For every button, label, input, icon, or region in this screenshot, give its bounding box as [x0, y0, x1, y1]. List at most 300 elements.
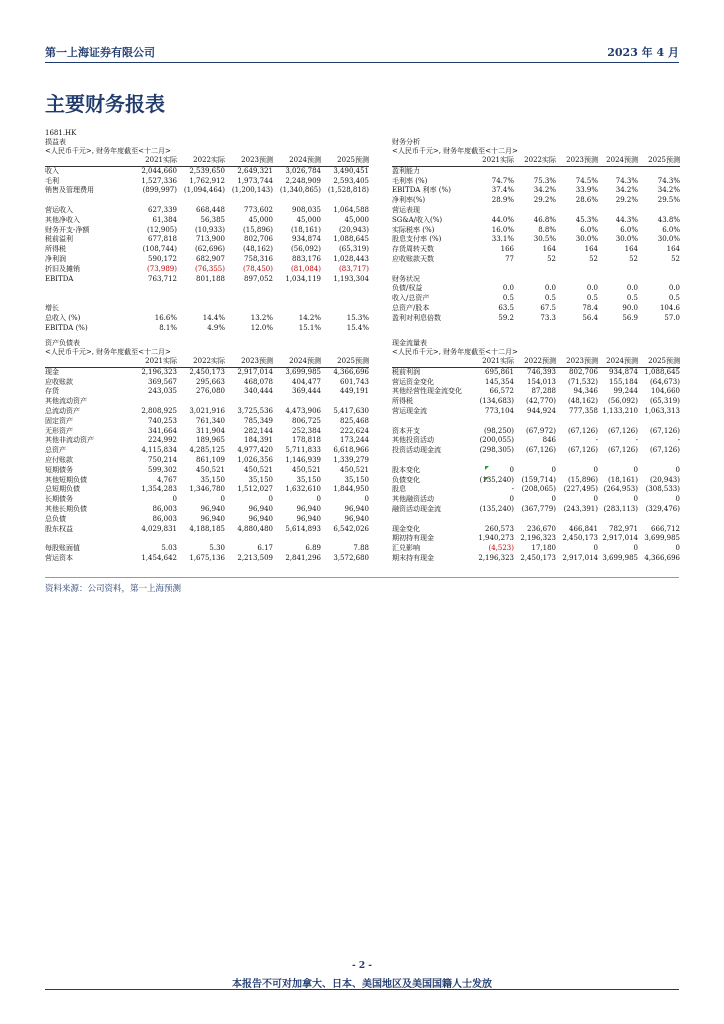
table-cell: 601,743 [340, 377, 369, 386]
table-cell: 466,841 [569, 524, 598, 533]
spacer-row [45, 284, 369, 294]
cash-flow-title: 现金流量表 [392, 339, 427, 347]
spacer-cell [392, 515, 680, 525]
table-cell: 8.1% [159, 323, 177, 332]
table-cell [472, 206, 514, 216]
table-cell: (899,997) [142, 186, 177, 195]
table-cell: 802,706 [569, 367, 598, 376]
table-cell: 590,172 [148, 254, 177, 263]
row-label: 财务状况 [392, 274, 420, 283]
table-cell: - [595, 436, 598, 445]
table-cell: 12.0% [250, 323, 273, 332]
table-row [392, 544, 680, 554]
column-header: 2022实际 [514, 156, 556, 166]
table-cell: 740,253 [148, 416, 177, 425]
table-row [45, 378, 369, 388]
table-header-row [45, 357, 369, 367]
table-cell [598, 206, 638, 216]
table-cell: 2,196,323 [520, 534, 556, 543]
table-cell: 0.0 [626, 284, 638, 293]
table-cell: (42,770) [526, 397, 556, 406]
table-cell: 52 [589, 254, 598, 263]
table-row [392, 367, 680, 377]
table-row [45, 255, 369, 265]
table-cell: 0.5 [586, 294, 598, 303]
table-cell: 5,711,833 [285, 446, 321, 455]
table-cell: 28.9% [491, 196, 514, 205]
cash-flow-section [392, 339, 680, 564]
table-cell: 1,844,950 [333, 485, 369, 494]
table-cell: 1,064,588 [333, 205, 369, 214]
table-row [392, 177, 680, 187]
table-row [45, 177, 369, 187]
table-cell: 666,712 [651, 524, 680, 533]
table-cell: 0.5 [502, 294, 514, 303]
table-cell: (283,113) [603, 504, 638, 513]
row-label: 其他投资活动 [392, 436, 434, 445]
table-cell: 2,450,173 [562, 534, 598, 543]
table-cell: 3,572,680 [333, 553, 369, 562]
table-row [45, 186, 369, 196]
table-cell: (73,989) [147, 264, 177, 273]
table-cell: 35,150 [296, 475, 321, 484]
table-cell [321, 397, 369, 407]
table-cell: 189,965 [196, 436, 225, 445]
table-cell: 0.5 [544, 294, 556, 303]
spacer-cell [392, 456, 680, 466]
table-cell: 6.89 [305, 544, 321, 553]
table-cell: 1,193,304 [333, 274, 369, 283]
table-cell: 763,712 [148, 274, 177, 283]
table-cell: 276,080 [196, 387, 225, 396]
column-header: 2021实际 [472, 156, 514, 166]
table-row [392, 206, 680, 216]
row-label: 汇兑影响 [392, 544, 420, 553]
table-cell: 14.2% [298, 313, 321, 322]
table-cell: 695,861 [485, 367, 514, 376]
table-cell: 164 [584, 245, 598, 254]
table-cell: 78.4 [582, 303, 598, 312]
header-spacer [45, 156, 129, 166]
table-cell: 29.2% [533, 196, 556, 205]
table-cell: 773,104 [485, 406, 514, 415]
column-header: 2022实际 [177, 156, 225, 166]
table-cell: 2,917,014 [562, 553, 598, 562]
header-divider [45, 62, 679, 63]
table-cell [638, 275, 680, 285]
table-row [45, 206, 369, 216]
table-cell: 750,214 [148, 455, 177, 464]
table-cell: 34.2% [533, 186, 556, 195]
row-label: 净利率(%) [392, 196, 426, 205]
table-row [392, 554, 680, 564]
column-header: 2023预测 [225, 357, 273, 367]
balance-sheet-title: 资产负债表 [45, 339, 80, 347]
table-cell: 222,624 [340, 426, 369, 435]
table-cell: 2,213,509 [237, 553, 273, 562]
table-cell: 7.88 [353, 544, 369, 553]
table-row [45, 505, 369, 515]
row-label: 净利润 [45, 254, 66, 263]
table-cell: 1,026,356 [237, 455, 273, 464]
table-row [45, 397, 369, 407]
table-cell: 1,973,744 [237, 176, 273, 185]
table-cell: 29.5% [657, 196, 680, 205]
row-label: 总负债 [45, 514, 66, 523]
table-cell: (200,055) [479, 436, 514, 445]
table-cell: 15.1% [298, 323, 321, 332]
table-cell: 61,384 [152, 215, 177, 224]
table-cell: (4,523) [488, 544, 514, 553]
column-header: 2024预测 [598, 156, 638, 166]
spacer-cell [392, 265, 680, 275]
table-cell: 404,477 [292, 377, 321, 386]
column-header: 2022预测 [514, 357, 556, 367]
table-cell [177, 397, 225, 407]
table-cell: 311,904 [196, 426, 225, 435]
table-row [45, 466, 369, 476]
table-cell: 0 [509, 495, 514, 504]
table-cell: 5.30 [209, 544, 225, 553]
table-cell [556, 166, 598, 176]
table-cell [129, 397, 177, 407]
spacer-cell [45, 196, 369, 206]
row-label: 总流动资产 [45, 406, 80, 415]
table-cell: 28.6% [575, 196, 598, 205]
table-cell: 282,144 [244, 426, 273, 435]
table-cell: 44.3% [615, 215, 638, 224]
table-row [392, 186, 680, 196]
row-label: 长期债务 [45, 495, 73, 504]
table-cell: 96,940 [296, 504, 321, 513]
table-cell: 66,572 [489, 387, 514, 396]
table-cell: 96,940 [200, 504, 225, 513]
column-header: 2024预测 [598, 357, 638, 367]
table-cell: 4,285,125 [189, 446, 225, 455]
table-cell: 449,191 [340, 387, 369, 396]
balance-sheet-table [45, 357, 369, 564]
row-label: EBITDA 利率 (%) [392, 186, 451, 195]
table-cell: 0 [593, 544, 598, 553]
table-cell: 30.5% [533, 235, 556, 244]
table-cell: 67.5 [540, 303, 556, 312]
table-cell: 3,699,985 [644, 534, 680, 543]
table-cell: 1,088,645 [644, 367, 680, 376]
financial-analysis-section [392, 138, 680, 324]
table-cell: 5,417,630 [333, 406, 369, 415]
table-row [45, 314, 369, 324]
disclaimer: 本报告不可对加拿大、日本、美国地区及美国国籍人士发放 [232, 979, 492, 990]
row-label: 其他流动资产 [45, 397, 87, 406]
row-label: 现金变化 [392, 524, 420, 533]
table-cell: 846 [542, 436, 556, 445]
row-label: 税前溢利 [45, 235, 73, 244]
source-note: 资料来源：公司资料，第一上海预测 [45, 584, 182, 594]
table-cell: (67,126) [608, 426, 638, 435]
table-cell: 37.4% [491, 186, 514, 195]
table-cell: 33.1% [491, 235, 514, 244]
table-cell: 908,035 [292, 205, 321, 214]
table-cell: 825,468 [340, 416, 369, 425]
table-cell: (135,240) [479, 475, 514, 484]
table-cell: 3,725,536 [237, 406, 273, 415]
column-header: 2025预测 [638, 156, 680, 166]
balance-sheet-section [45, 339, 369, 564]
table-cell: 758,316 [244, 254, 273, 263]
table-cell: 30.0% [657, 235, 680, 244]
row-label: 营运收入 [45, 205, 73, 214]
table-row [45, 304, 369, 314]
table-cell: (48,162) [243, 245, 273, 254]
table-cell: 74.7% [491, 176, 514, 185]
table-cell [514, 275, 556, 285]
table-cell: 63.5 [498, 303, 514, 312]
row-label: 总短期负债 [45, 485, 80, 494]
table-cell [472, 275, 514, 285]
table-cell: 17,180 [531, 544, 556, 553]
table-row [392, 446, 680, 456]
table-cell: 1,339,279 [333, 455, 369, 464]
table-cell: 0 [551, 465, 556, 474]
row-label: 营运资金变化 [392, 377, 434, 386]
table-row [45, 407, 369, 417]
table-cell: 155,184 [609, 377, 638, 386]
row-label: 固定资产 [45, 416, 73, 425]
table-cell: 96,940 [296, 514, 321, 523]
row-label: 股东权益 [45, 524, 73, 533]
spacer-row [392, 265, 680, 275]
table-cell: 1,527,336 [141, 176, 177, 185]
row-label: 总资产 [45, 446, 66, 455]
column-header: 2025预测 [638, 357, 680, 367]
table-header-row [392, 156, 680, 166]
table-row [45, 216, 369, 226]
table-cell: 2,450,173 [189, 367, 225, 376]
table-cell: 35,150 [248, 475, 273, 484]
table-header-row [45, 156, 369, 166]
table-cell: 0 [675, 544, 680, 553]
income-statement-unit: <人民币千元>, 财务年度截至<十二月> [45, 147, 171, 155]
table-cell: 5.03 [161, 544, 177, 553]
table-cell: 0 [364, 495, 369, 504]
table-cell: 4,366,696 [644, 553, 680, 562]
table-cell: 178,818 [292, 436, 321, 445]
table-cell: 883,176 [292, 254, 321, 263]
row-label: 财务开支-净额 [45, 225, 90, 234]
table-cell [638, 166, 680, 176]
table-cell: 1,146,939 [285, 455, 321, 464]
table-cell: 2,649,321 [237, 166, 273, 175]
table-cell: 52 [629, 254, 638, 263]
table-cell: 87,288 [531, 387, 556, 396]
table-cell: 33.9% [575, 186, 598, 195]
table-cell: 1,675,136 [189, 553, 225, 562]
column-header: 2024预测 [273, 357, 321, 367]
table-cell: (1,094,464) [183, 186, 225, 195]
table-cell: (108,744) [142, 245, 177, 254]
row-label: 负债/权益 [392, 284, 423, 293]
table-cell: 3,490,451 [333, 166, 369, 175]
spacer-row [392, 417, 680, 427]
table-row [45, 417, 369, 427]
table-row [392, 495, 680, 505]
table-cell: 2,248,909 [285, 176, 321, 185]
table-cell: 0 [633, 465, 638, 474]
table-cell: (208,065) [521, 485, 556, 494]
row-label: 毛利 [45, 176, 59, 185]
table-cell: 2,539,650 [189, 166, 225, 175]
table-cell: 806,725 [292, 416, 321, 425]
table-cell: 450,521 [292, 465, 321, 474]
table-cell: 0.0 [502, 284, 514, 293]
table-cell: 0 [220, 495, 225, 504]
table-cell: 4,366,696 [333, 367, 369, 376]
table-cell: 57.0 [664, 313, 680, 322]
row-label: 总资产/股本 [392, 303, 430, 312]
table-cell: (1,340,865) [279, 186, 321, 195]
table-cell: (15,896) [243, 225, 273, 234]
comment-flag-icon [485, 477, 489, 481]
table-cell: (71,532) [568, 377, 598, 386]
table-row [392, 427, 680, 437]
spacer-row [45, 196, 369, 206]
row-label: 营运现金流 [392, 406, 427, 415]
table-cell: 59.2 [498, 313, 514, 322]
table-cell: 34.2% [615, 186, 638, 195]
table-cell: 2,917,014 [237, 367, 273, 376]
table-cell: 785,349 [244, 416, 273, 425]
column-header: 2023预测 [556, 156, 598, 166]
table-cell: (76,355) [195, 264, 225, 273]
table-cell: 96,940 [344, 504, 369, 513]
table-cell: 166 [500, 245, 514, 254]
table-cell: 2,196,323 [141, 367, 177, 376]
table-cell: 450,521 [244, 465, 273, 474]
table-row [45, 544, 369, 554]
table-cell [598, 166, 638, 176]
table-cell: 8.8% [538, 225, 556, 234]
table-cell: 713,900 [196, 235, 225, 244]
table-cell: 164 [624, 245, 638, 254]
table-cell: (15,896) [568, 475, 598, 484]
table-cell: 668,448 [196, 205, 225, 214]
table-cell: - [511, 485, 514, 494]
row-label: 其他净收入 [45, 215, 80, 224]
income-statement-title: 损益表 [45, 138, 66, 146]
table-cell: (10,933) [195, 225, 225, 234]
page-header [45, 44, 679, 60]
table-cell: 252,384 [292, 426, 321, 435]
table-cell: 0 [268, 495, 273, 504]
table-row [392, 378, 680, 388]
table-cell: 0.0 [544, 284, 556, 293]
row-label: 盈利能力 [392, 166, 420, 175]
table-cell: (56,092) [291, 245, 321, 254]
table-cell: 0 [551, 495, 556, 504]
table-row [392, 166, 680, 176]
table-cell: 777,358 [569, 406, 598, 415]
table-row [45, 387, 369, 397]
table-cell: 1,512,027 [237, 485, 273, 494]
table-cell: 164 [542, 245, 556, 254]
table-cell: 86,003 [152, 504, 177, 513]
table-cell: 2,917,014 [602, 534, 638, 543]
financial-analysis-unit: <人民币千元>, 财务年度截至<十二月> [392, 147, 518, 155]
row-label: EBITDA [45, 274, 74, 283]
header-spacer [45, 357, 129, 367]
table-cell: 74.3% [615, 176, 638, 185]
spacer-cell [45, 284, 369, 294]
column-header: 2023预测 [225, 156, 273, 166]
table-cell [321, 304, 369, 314]
table-cell: 1,034,119 [285, 274, 321, 283]
table-row [392, 255, 680, 265]
table-row [45, 515, 369, 525]
table-row [392, 245, 680, 255]
income-statement-table [45, 156, 369, 333]
table-cell: 369,444 [292, 387, 321, 396]
table-cell: 5,614,893 [285, 524, 321, 533]
header-spacer [392, 357, 472, 367]
table-cell: 73.3 [540, 313, 556, 322]
table-cell: 761,340 [196, 416, 225, 425]
row-label: 营运资本 [45, 553, 73, 562]
table-row [45, 367, 369, 377]
row-label: 盈利对利息倍数 [392, 313, 441, 322]
column-header: 2023预测 [556, 357, 598, 367]
table-cell: 15.3% [346, 313, 369, 322]
cash-flow-table [392, 357, 680, 564]
source-divider [45, 577, 679, 578]
table-row [45, 275, 369, 285]
table-cell: 4,188,185 [189, 524, 225, 533]
table-cell: 104.6 [659, 303, 680, 312]
table-cell: 3,021,916 [189, 406, 225, 415]
table-cell: 16.0% [491, 225, 514, 234]
table-cell: 45,000 [296, 215, 321, 224]
table-cell: (298,305) [479, 446, 514, 455]
table-cell: 15.4% [346, 323, 369, 332]
table-cell: 4,767 [156, 475, 177, 484]
table-row [45, 265, 369, 275]
table-cell: 0 [593, 495, 598, 504]
financial-analysis-title: 财务分析 [392, 138, 420, 146]
table-cell: (67,126) [568, 446, 598, 455]
table-row [45, 456, 369, 466]
table-cell: 35,150 [344, 475, 369, 484]
table-cell: (18,161) [608, 475, 638, 484]
table-cell: - [635, 436, 638, 445]
table-row [392, 436, 680, 446]
spacer-row [45, 534, 369, 544]
table-cell: 236,670 [527, 524, 556, 533]
table-cell: 682,907 [196, 254, 225, 263]
table-cell: 45,000 [344, 215, 369, 224]
table-row [45, 446, 369, 456]
row-label: SG&A/收入(%) [392, 215, 443, 224]
row-label: 营运表现 [392, 205, 420, 214]
table-cell: 45,000 [248, 215, 273, 224]
table-cell: (48,162) [568, 397, 598, 406]
table-cell: 75.3% [533, 176, 556, 185]
table-cell: (329,476) [645, 504, 680, 513]
table-cell: 4,029,831 [141, 524, 177, 533]
table-cell: - [677, 436, 680, 445]
table-cell: 782,971 [609, 524, 638, 533]
row-label: 存货周转天数 [392, 245, 434, 254]
table-row [392, 304, 680, 314]
column-header: 2021实际 [129, 357, 177, 367]
